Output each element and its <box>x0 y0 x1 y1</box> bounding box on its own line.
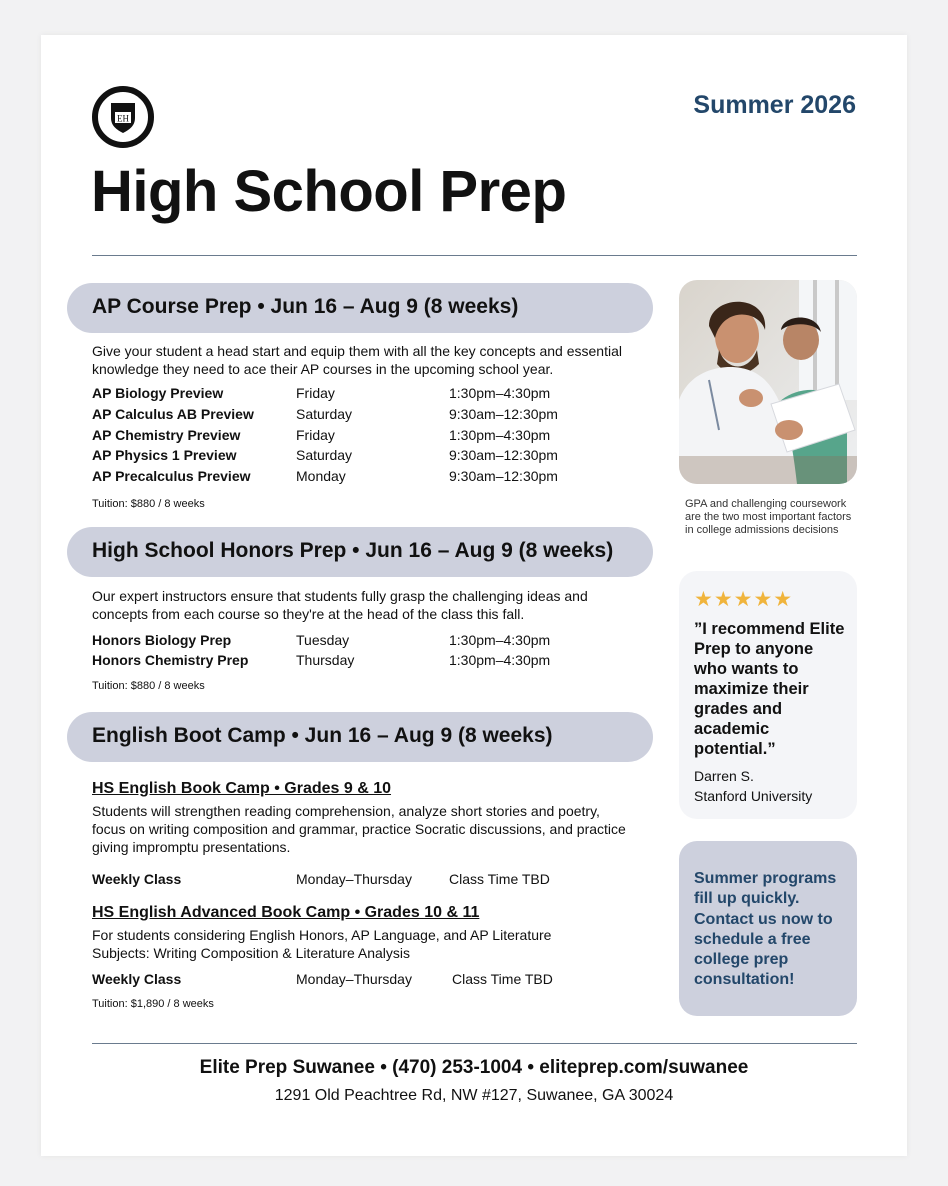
camp-description-line: For students considering English Honors, AP Language, and AP Literature <box>92 927 552 943</box>
course-row <box>92 385 652 405</box>
camp-description-line: Subjects: Writing Composition & Literature Analysis <box>92 945 410 961</box>
course-name: AP Precalculus Preview <box>92 468 251 484</box>
course-day: Saturday <box>296 406 353 422</box>
cta-text: Summer programs fill up quickly. Contact us now to schedule a free college prep consultation! <box>694 870 837 989</box>
course-row <box>92 427 652 447</box>
course-name: Weekly Class <box>92 971 182 987</box>
course-row <box>92 468 652 488</box>
photo-caption: GPA and challenging coursework are the two most important factors in college admissions decisions <box>685 498 852 536</box>
course-name: AP Biology Preview <box>92 385 224 401</box>
footer-contact: Elite Prep Suwanee • (470) 253-1004 • eliteprep.com/suwanee <box>199 1057 749 1078</box>
page-title: High School Prep <box>91 159 567 224</box>
course-time: 1:30pm–4:30pm <box>449 632 551 648</box>
camp-description: Students will strengthen reading comprehension, analyze short stories and poetry, focus on writing composition and grammar, practice Socratic discussions, and practice giving impromptu presentations. <box>92 803 626 855</box>
section-heading-text: AP Course Prep • Jun 16 – Aug 9 (8 weeks) <box>92 295 519 318</box>
course-time: 9:30am–12:30pm <box>449 406 558 422</box>
section-heading-text: High School Honors Prep • Jun 16 – Aug 9 (8 weeks) <box>92 539 614 562</box>
course-time: 1:30pm–4:30pm <box>449 385 551 401</box>
course-time: 9:30am–12:30pm <box>449 468 558 484</box>
tuition-note: Tuition: $1,890 / 8 weeks <box>92 998 214 1010</box>
course-day: Monday <box>296 468 346 484</box>
rating-stars-icon: ★★★★★ <box>694 588 794 611</box>
course-time: Class Time TBD <box>449 871 550 887</box>
course-day: Friday <box>296 427 335 443</box>
course-day: Thursday <box>296 652 355 668</box>
course-name: Honors Chemistry Prep <box>92 652 249 668</box>
course-name: AP Calculus AB Preview <box>92 406 254 422</box>
section-description: Our expert instructors ensure that students fully grasp the challenging ideas and concepts from each course so they're at the head of the class this fall. <box>92 588 588 622</box>
season-label: Summer 2026 <box>693 91 856 119</box>
course-day: Saturday <box>296 447 353 463</box>
course-name: Honors Biology Prep <box>92 632 232 648</box>
course-time: Class Time TBD <box>452 971 553 987</box>
camp-title: HS English Advanced Book Camp • Grades 10 & 11 <box>92 904 480 921</box>
course-time: 1:30pm–4:30pm <box>449 427 551 443</box>
testimonial-author <box>694 766 812 806</box>
course-day: Monday–Thursday <box>296 871 412 887</box>
tuition-note: Tuition: $880 / 8 weeks <box>92 680 205 692</box>
section-heading-text: English Boot Camp • Jun 16 – Aug 9 (8 weeks) <box>92 724 553 747</box>
author-name: Darren S. <box>694 768 754 784</box>
footer-divider <box>92 1043 857 1044</box>
course-row <box>92 871 652 891</box>
course-day: Tuesday <box>296 632 350 648</box>
testimonial-card <box>679 571 857 819</box>
section-description: Give your student a head start and equip them with all the key concepts and essential knowledge they need to ace their AP courses in the upcoming school year. <box>92 343 622 377</box>
author-school: Stanford University <box>694 788 813 804</box>
course-row <box>92 406 652 426</box>
course-row <box>92 447 652 467</box>
students-photo <box>679 280 857 484</box>
svg-text:EH: EH <box>117 113 129 124</box>
testimonial-quote: ”I recommend Elite Prep to anyone who wants to maximize their grades and academic potential.” <box>694 620 845 758</box>
section-heading-ap <box>67 283 653 333</box>
camp-title: HS English Book Camp • Grades 9 & 10 <box>92 780 392 797</box>
tuition-note: Tuition: $880 / 8 weeks <box>92 498 205 510</box>
footer-address: 1291 Old Peachtree Rd, NW #127, Suwanee, GA 30024 <box>274 1087 674 1104</box>
course-row <box>92 632 652 652</box>
course-time: 1:30pm–4:30pm <box>449 652 551 668</box>
course-name: AP Physics 1 Preview <box>92 447 237 463</box>
cta-card <box>679 841 857 1016</box>
flyer-page <box>41 35 907 1156</box>
course-row <box>92 971 652 991</box>
section-heading-honors <box>67 527 653 577</box>
course-day: Friday <box>296 385 335 401</box>
section-heading-english <box>67 712 653 762</box>
course-day: Monday–Thursday <box>296 971 412 987</box>
header-divider <box>92 255 857 256</box>
course-name: AP Chemistry Preview <box>92 427 241 443</box>
shield-logo-icon <box>92 86 154 148</box>
course-name: Weekly Class <box>92 871 182 887</box>
course-row <box>92 652 652 672</box>
course-time: 9:30am–12:30pm <box>449 447 558 463</box>
